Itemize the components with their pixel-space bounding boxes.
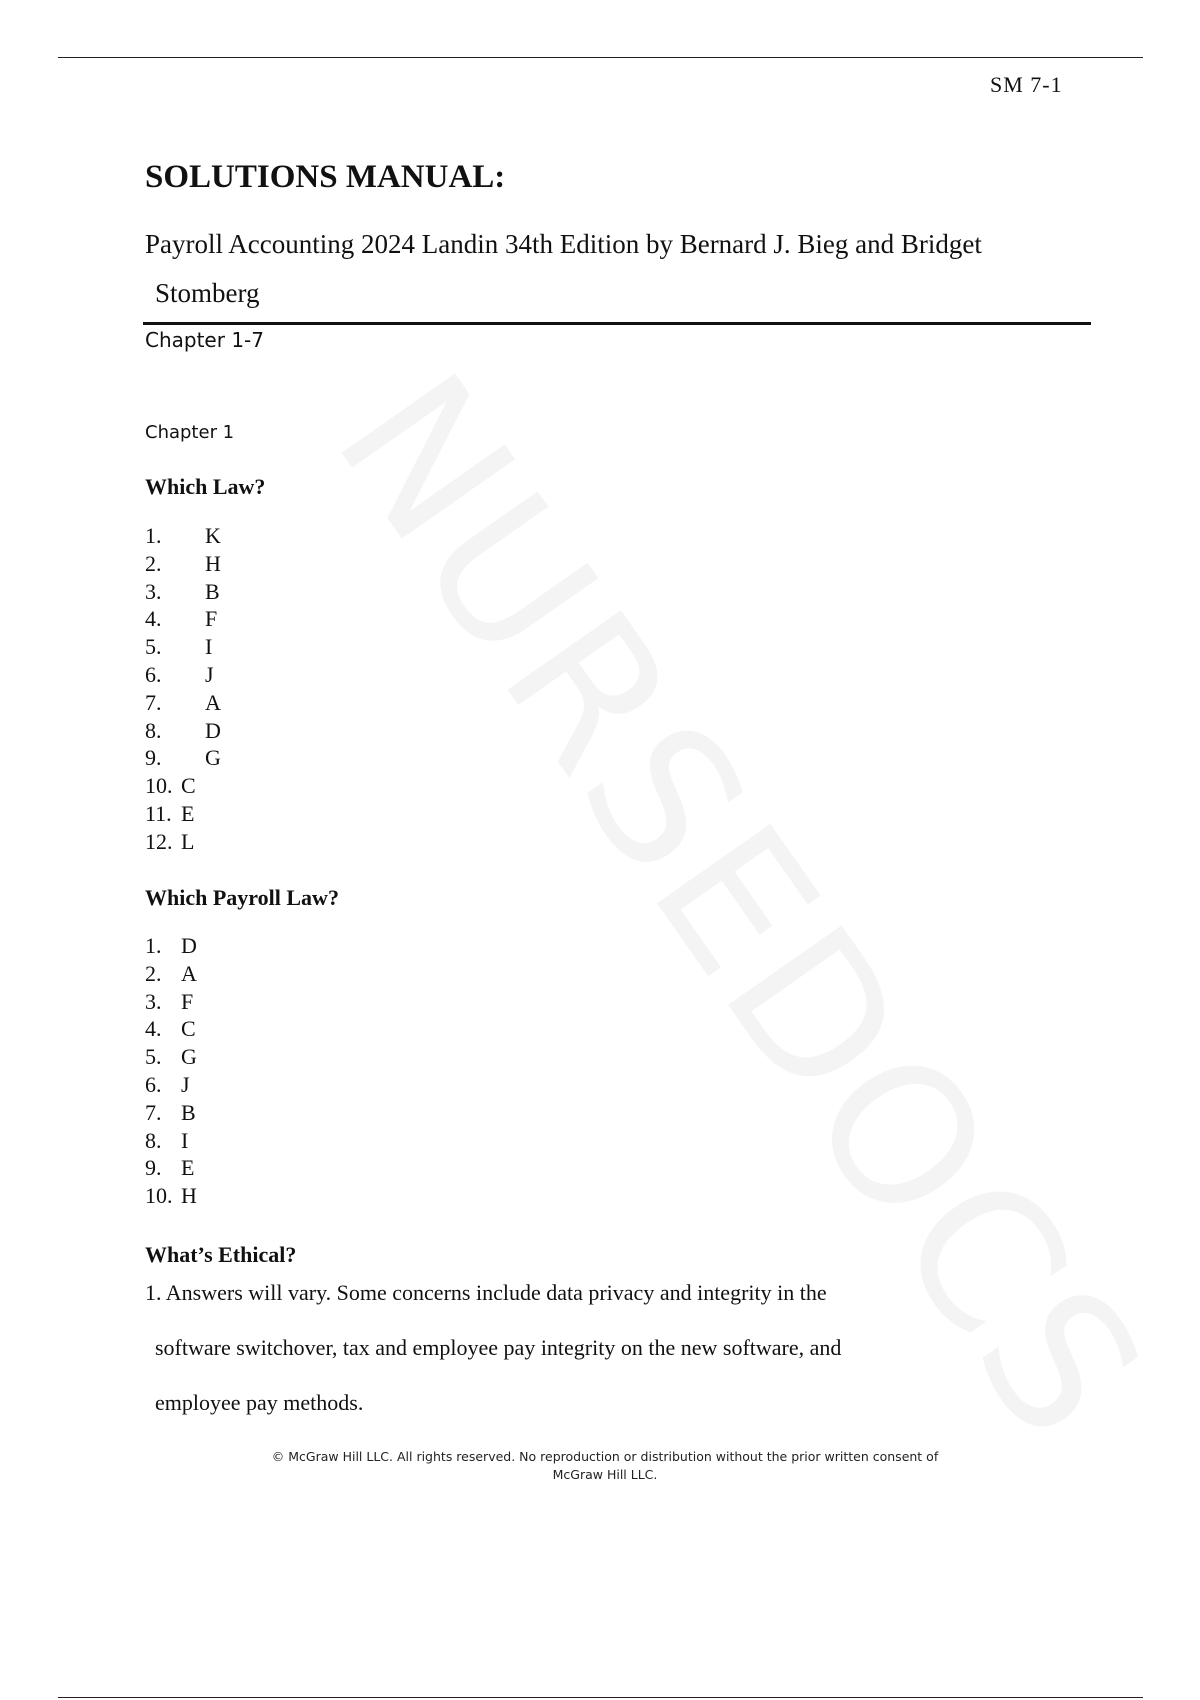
list-item: 1. K: [145, 523, 221, 548]
list-item: 10. H: [145, 1183, 197, 1209]
chapter-label: Chapter 1: [145, 422, 235, 443]
list-item: 8. I: [145, 1127, 189, 1153]
title-divider: [143, 322, 1091, 325]
ethical-line-3: employee pay methods.: [155, 1390, 364, 1415]
list-item: 11. E: [145, 800, 195, 826]
list-item: 9. E: [145, 1155, 195, 1181]
section-heading-whats-ethical: What’s Ethical?: [145, 1242, 297, 1267]
list-item: 7. B: [145, 1099, 196, 1125]
list-item: 2. H: [145, 550, 221, 576]
list-item: 12. L: [145, 828, 195, 854]
subtitle-line-1: Payroll Accounting 2024 Landin 34th Edition by Bernard J. Bieg and Bridget: [145, 229, 982, 259]
list-item: 5. I: [145, 634, 213, 660]
list-item: 5. G: [145, 1044, 197, 1070]
list-item: 2. A: [145, 960, 197, 986]
bottom-rule: [58, 1697, 1143, 1698]
list-item: 6. J: [145, 661, 214, 687]
chapter-range: Chapter 1-7: [145, 328, 264, 352]
list-item: 4. F: [145, 606, 218, 632]
copyright-line-1: © McGraw Hill LLC. All rights reserved. No reproduction or distribution without the prior written consent of: [271, 1449, 939, 1464]
page-number: SM 7-1: [990, 72, 1063, 97]
watermark: [294, 337, 1106, 1365]
list-item: 6. J: [145, 1071, 190, 1097]
ethical-answer-paragraph: [145, 1265, 965, 1430]
which-law-answer-list-continued: [145, 772, 196, 855]
ethical-line-1: 1. Answers will vary. Some concerns include data privacy and integrity in the: [145, 1280, 827, 1305]
copyright-line-2: McGraw Hill LLC.: [552, 1467, 658, 1482]
which-law-answer-list: [145, 522, 221, 772]
list-item: 10. C: [145, 773, 196, 798]
list-item: 1. D: [145, 933, 197, 958]
list-item: 3. F: [145, 988, 194, 1014]
subtitle-line-2: Stomberg: [155, 278, 260, 308]
document-subtitle: [145, 220, 1075, 318]
list-item: 7. A: [145, 689, 221, 715]
top-rule: [58, 57, 1143, 58]
list-item: 9. G: [145, 745, 221, 771]
ethical-line-2: software switchover, tax and employee pay integrity on the new software, and: [155, 1335, 842, 1360]
section-heading-which-payroll-law: Which Payroll Law?: [145, 885, 339, 910]
section-heading-which-law: Which Law?: [145, 474, 266, 499]
document-title: SOLUTIONS MANUAL:: [145, 159, 506, 195]
list-item: 4. C: [145, 1016, 196, 1042]
list-item: 3. B: [145, 578, 220, 604]
copyright-notice: [195, 1448, 1015, 1484]
list-item: 8. D: [145, 717, 221, 743]
which-payroll-law-answer-list: [145, 932, 197, 1210]
